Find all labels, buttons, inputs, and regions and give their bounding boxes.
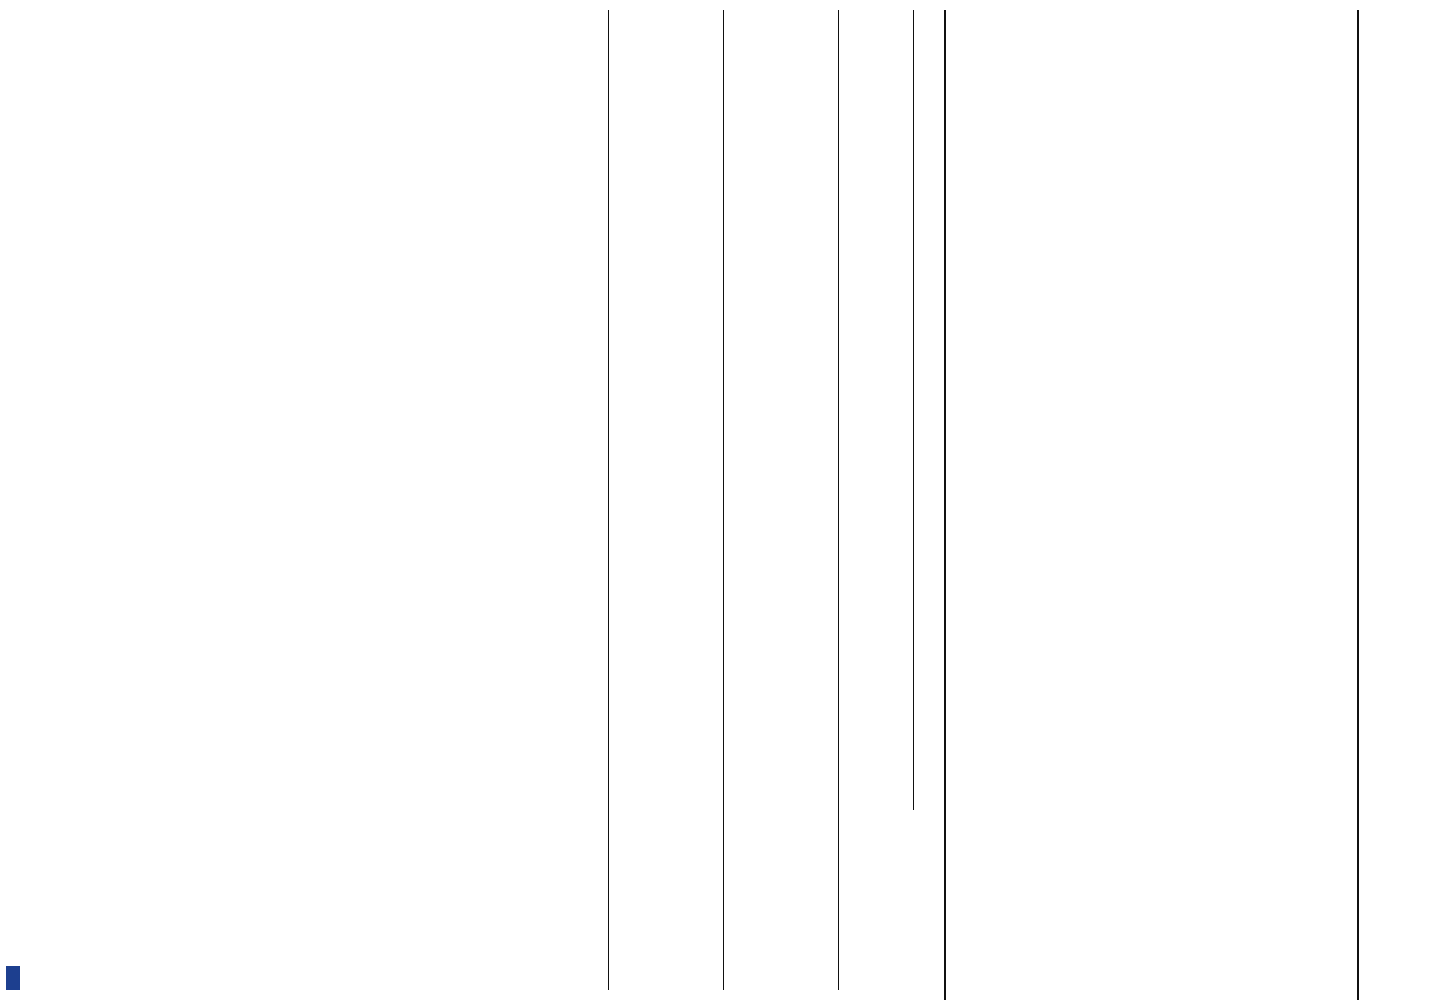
col-divider-2 <box>723 10 724 990</box>
col-divider-3 <box>608 10 609 990</box>
top-rule <box>1357 10 1359 1000</box>
header-rule <box>913 10 914 810</box>
col-divider-1 <box>838 10 839 990</box>
dfg-logo <box>6 966 20 990</box>
label-column-divider <box>944 10 946 1000</box>
digitization-credit <box>8 600 22 992</box>
